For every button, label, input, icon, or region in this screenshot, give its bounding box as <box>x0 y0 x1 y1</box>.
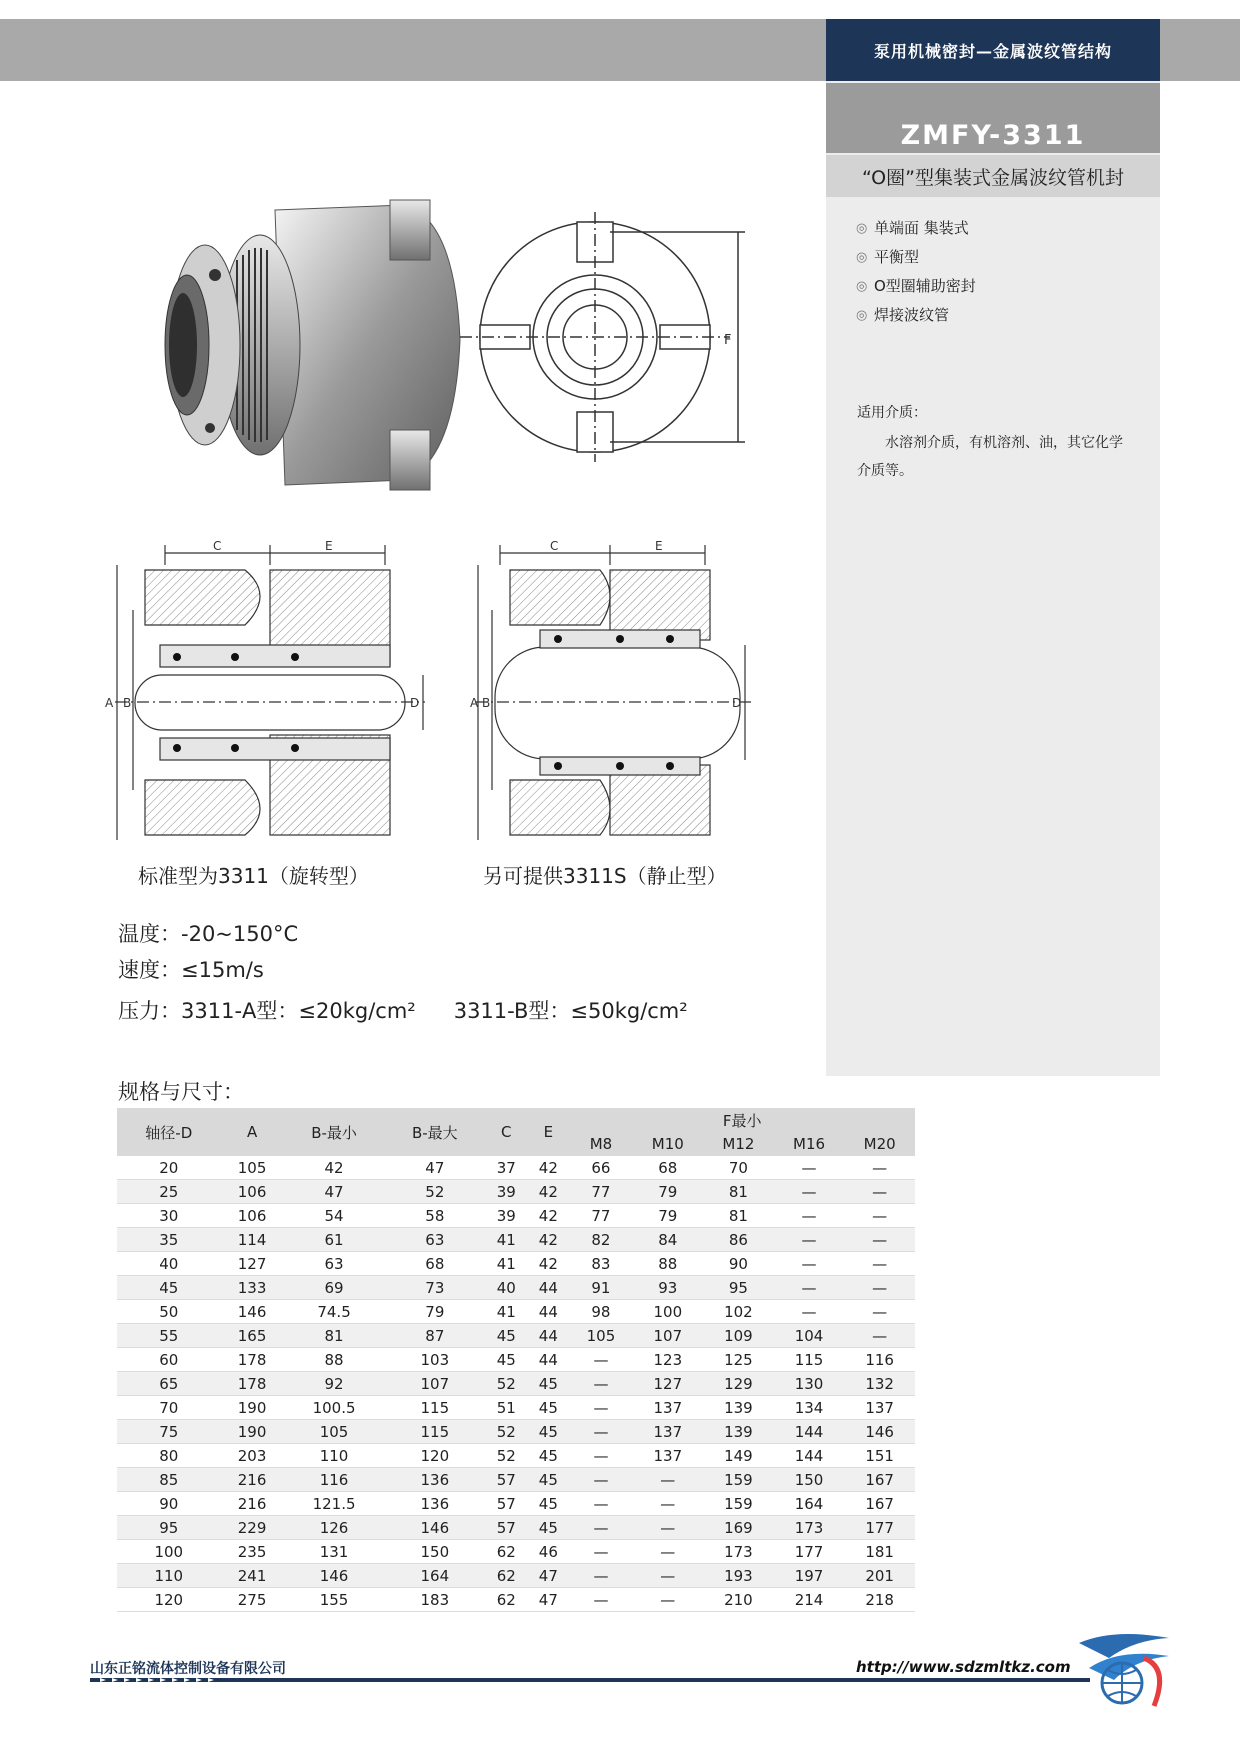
table-cell: 47 <box>527 1564 569 1588</box>
feature-item <box>856 243 976 272</box>
table-cell: 131 <box>284 1540 385 1564</box>
table-cell: — <box>633 1540 704 1564</box>
table-cell: 115 <box>774 1348 845 1372</box>
table-cell: — <box>633 1468 704 1492</box>
dimension-table <box>117 1108 915 1612</box>
table-cell: 40 <box>485 1276 527 1300</box>
table-cell: 159 <box>703 1468 774 1492</box>
table-cell: 70 <box>703 1156 774 1180</box>
table-cell: 164 <box>774 1492 845 1516</box>
circle-bullet-icon: ◎ <box>856 308 868 323</box>
feature-list <box>856 214 976 330</box>
table-cell: 81 <box>284 1324 385 1348</box>
table-cell: 82 <box>569 1228 632 1252</box>
table-cell: 88 <box>633 1252 704 1276</box>
table-cell: 42 <box>527 1204 569 1228</box>
table-cell: — <box>774 1300 845 1324</box>
table-cell: 116 <box>844 1348 915 1372</box>
table-cell: — <box>844 1276 915 1300</box>
table-cell: 216 <box>221 1468 284 1492</box>
feature-item <box>856 272 976 301</box>
table-row <box>117 1348 915 1372</box>
table-cell: 229 <box>221 1516 284 1540</box>
table-cell: 91 <box>569 1276 632 1300</box>
model-name: ZMFY-3311 <box>900 120 1086 151</box>
table-cell: 167 <box>844 1468 915 1492</box>
f-group-header: F最小 <box>569 1108 915 1132</box>
model-box <box>826 83 1160 153</box>
caption-stationary: 另可提供3311S（静止型） <box>483 864 727 888</box>
table-cell: 167 <box>844 1492 915 1516</box>
table-cell: — <box>569 1396 632 1420</box>
table-cell: 110 <box>284 1444 385 1468</box>
table-cell: 139 <box>703 1420 774 1444</box>
table-cell: 137 <box>633 1396 704 1420</box>
table-cell: 106 <box>221 1204 284 1228</box>
table-row <box>117 1180 915 1204</box>
company-logo-icon <box>1074 1628 1174 1708</box>
table-title: 规格与尺寸： <box>118 1080 244 1104</box>
footer-divider <box>90 1675 1090 1685</box>
table-cell: 177 <box>844 1516 915 1540</box>
column-header: 轴径-D <box>117 1108 221 1156</box>
table-cell: 42 <box>284 1156 385 1180</box>
table-row <box>117 1324 915 1348</box>
table-cell: — <box>633 1564 704 1588</box>
pressure-b-value: 3311-B型：≤50kg/cm² <box>453 999 688 1023</box>
table-cell: 45 <box>485 1324 527 1348</box>
table-cell: 181 <box>844 1540 915 1564</box>
table-cell: 137 <box>633 1420 704 1444</box>
table-cell: 57 <box>485 1492 527 1516</box>
table-cell: — <box>569 1516 632 1540</box>
table-row <box>117 1420 915 1444</box>
table-cell: 81 <box>703 1204 774 1228</box>
table-cell: 45 <box>527 1444 569 1468</box>
model-subtitle: “O圈”型集装式金属波纹管机封 <box>826 155 1160 197</box>
table-cell: 62 <box>485 1540 527 1564</box>
table-cell: 105 <box>569 1324 632 1348</box>
table-cell: 197 <box>774 1564 845 1588</box>
f-subheader: M10 <box>633 1132 704 1156</box>
table-cell: — <box>569 1444 632 1468</box>
column-header: B-最小 <box>284 1108 385 1156</box>
table-cell: 155 <box>284 1588 385 1612</box>
table-cell: 105 <box>221 1156 284 1180</box>
table-body <box>117 1156 915 1612</box>
table-cell: 98 <box>569 1300 632 1324</box>
table-cell: 47 <box>384 1156 485 1180</box>
table-cell: 45 <box>527 1492 569 1516</box>
table-cell: 44 <box>527 1324 569 1348</box>
table-cell: 93 <box>633 1276 704 1300</box>
table-cell: 45 <box>527 1396 569 1420</box>
table-cell: — <box>774 1204 845 1228</box>
table-cell: 201 <box>844 1564 915 1588</box>
table-cell: 52 <box>485 1372 527 1396</box>
table-cell: 62 <box>485 1564 527 1588</box>
table-row <box>117 1228 915 1252</box>
media-description: 水溶剂介质，有机溶剂、油，其它化学介质等。 <box>857 435 1123 479</box>
table-cell: 169 <box>703 1516 774 1540</box>
table-row <box>117 1156 915 1180</box>
table-row <box>117 1276 915 1300</box>
table-cell: 150 <box>774 1468 845 1492</box>
table-cell: 77 <box>569 1180 632 1204</box>
table-cell: 136 <box>384 1492 485 1516</box>
dim-label-a: A <box>470 696 479 710</box>
feature-text: 平衡型 <box>874 248 920 266</box>
table-cell: — <box>633 1588 704 1612</box>
table-cell: — <box>774 1180 845 1204</box>
table-cell: 55 <box>117 1324 221 1348</box>
table-cell: 115 <box>384 1396 485 1420</box>
table-cell: 127 <box>221 1252 284 1276</box>
table-cell: 100 <box>117 1540 221 1564</box>
table-cell: 164 <box>384 1564 485 1588</box>
table-cell: — <box>774 1156 845 1180</box>
table-cell: 159 <box>703 1492 774 1516</box>
table-cell: 123 <box>633 1348 704 1372</box>
temperature-label: 温度： <box>118 922 181 946</box>
section-drawing-rotating <box>105 535 435 850</box>
table-cell: — <box>569 1420 632 1444</box>
section-drawing-stationary <box>470 535 760 850</box>
column-header: E <box>527 1108 569 1156</box>
table-cell: — <box>844 1300 915 1324</box>
table-cell: 146 <box>384 1516 485 1540</box>
table-cell: 139 <box>703 1396 774 1420</box>
table-cell: 60 <box>117 1348 221 1372</box>
table-cell: — <box>774 1228 845 1252</box>
dim-label-a: A <box>105 696 114 710</box>
table-cell: 150 <box>384 1540 485 1564</box>
table-cell: 45 <box>527 1516 569 1540</box>
table-cell: 68 <box>384 1252 485 1276</box>
column-header: C <box>485 1108 527 1156</box>
table-cell: 100.5 <box>284 1396 385 1420</box>
table-cell: — <box>569 1540 632 1564</box>
table-cell: 190 <box>221 1396 284 1420</box>
table-cell: — <box>569 1564 632 1588</box>
table-cell: 61 <box>284 1228 385 1252</box>
dim-label-e: E <box>325 539 333 553</box>
table-row <box>117 1468 915 1492</box>
table-cell: 104 <box>774 1324 845 1348</box>
table-cell: — <box>844 1324 915 1348</box>
pressure-spec <box>118 995 688 1025</box>
table-cell: 47 <box>527 1588 569 1612</box>
table-cell: 80 <box>117 1444 221 1468</box>
table-cell: 110 <box>117 1564 221 1588</box>
table-cell: 136 <box>384 1468 485 1492</box>
table-cell: 105 <box>284 1420 385 1444</box>
table-cell: 90 <box>703 1252 774 1276</box>
table-cell: 109 <box>703 1324 774 1348</box>
table-cell: 41 <box>485 1300 527 1324</box>
column-header: B-最大 <box>384 1108 485 1156</box>
table-cell: 54 <box>284 1204 385 1228</box>
company-name: 山东正铭流体控制设备有限公司 <box>90 1661 286 1677</box>
table-cell: 92 <box>284 1372 385 1396</box>
table-row <box>117 1444 915 1468</box>
table-cell: 42 <box>527 1228 569 1252</box>
table-cell: 86 <box>703 1228 774 1252</box>
table-cell: 42 <box>527 1156 569 1180</box>
dim-label-e: E <box>655 539 663 553</box>
table-cell: 125 <box>703 1348 774 1372</box>
table-cell: 35 <box>117 1228 221 1252</box>
f-subheader: M12 <box>703 1132 774 1156</box>
dim-label-f: F <box>724 333 732 348</box>
table-cell: 183 <box>384 1588 485 1612</box>
table-cell: 146 <box>221 1300 284 1324</box>
table-cell: 52 <box>384 1180 485 1204</box>
table-cell: 52 <box>485 1420 527 1444</box>
table-cell: 79 <box>633 1180 704 1204</box>
table-cell: 177 <box>774 1540 845 1564</box>
speed-spec <box>118 954 264 984</box>
table-cell: 25 <box>117 1180 221 1204</box>
table-cell: 45 <box>527 1420 569 1444</box>
table-cell: 44 <box>527 1348 569 1372</box>
table-row <box>117 1252 915 1276</box>
table-cell: — <box>569 1468 632 1492</box>
table-cell: 235 <box>221 1540 284 1564</box>
table-cell: 133 <box>221 1276 284 1300</box>
table-row <box>117 1396 915 1420</box>
table-cell: 121.5 <box>284 1492 385 1516</box>
circle-bullet-icon: ◎ <box>856 250 868 265</box>
table-cell: 120 <box>117 1588 221 1612</box>
table-cell: 75 <box>117 1420 221 1444</box>
temperature-spec <box>118 918 298 948</box>
table-cell: 46 <box>527 1540 569 1564</box>
table-cell: 79 <box>633 1204 704 1228</box>
table-cell: 275 <box>221 1588 284 1612</box>
table-cell: 79 <box>384 1300 485 1324</box>
temperature-value: -20~150°C <box>181 922 299 946</box>
table-row <box>117 1540 915 1564</box>
table-cell: 83 <box>569 1252 632 1276</box>
table-cell: 173 <box>774 1516 845 1540</box>
table-cell: — <box>844 1204 915 1228</box>
table-cell: 216 <box>221 1492 284 1516</box>
table-cell: 77 <box>569 1204 632 1228</box>
table-cell: 144 <box>774 1420 845 1444</box>
product-photo <box>155 190 485 510</box>
table-cell: 41 <box>485 1228 527 1252</box>
table-cell: 144 <box>774 1444 845 1468</box>
table-cell: 126 <box>284 1516 385 1540</box>
table-row <box>117 1516 915 1540</box>
dim-label-d: D <box>732 696 742 710</box>
feature-text: O型圈辅助密封 <box>874 277 976 295</box>
table-cell: 127 <box>633 1372 704 1396</box>
table-row <box>117 1564 915 1588</box>
table-cell: 190 <box>221 1420 284 1444</box>
table-cell: 90 <box>117 1492 221 1516</box>
section-title: 泵用机械密封—金属波纹管结构 <box>826 19 1160 81</box>
table-cell: — <box>844 1228 915 1252</box>
table-cell: 74.5 <box>284 1300 385 1324</box>
table-cell: 116 <box>284 1468 385 1492</box>
table-cell: 120 <box>384 1444 485 1468</box>
pressure-a-value: 3311-A型：≤20kg/cm² <box>181 999 416 1023</box>
table-cell: — <box>569 1492 632 1516</box>
table-cell: 137 <box>633 1444 704 1468</box>
table-cell: — <box>844 1252 915 1276</box>
table-cell: 115 <box>384 1420 485 1444</box>
table-cell: 134 <box>774 1396 845 1420</box>
feature-text: 焊接波纹管 <box>874 306 950 324</box>
table-cell: 214 <box>774 1588 845 1612</box>
table-cell: — <box>633 1492 704 1516</box>
table-cell: 63 <box>384 1228 485 1252</box>
feature-item <box>856 301 976 330</box>
table-cell: — <box>844 1156 915 1180</box>
table-cell: 100 <box>633 1300 704 1324</box>
table-cell: 106 <box>221 1180 284 1204</box>
table-cell: 57 <box>485 1516 527 1540</box>
speed-value: ≤15m/s <box>181 958 264 982</box>
dim-label-b: B <box>482 696 491 710</box>
table-cell: 30 <box>117 1204 221 1228</box>
table-cell: 39 <box>485 1180 527 1204</box>
feature-text: 单端面 集装式 <box>874 219 969 237</box>
table-row <box>117 1492 915 1516</box>
table-cell: 114 <box>221 1228 284 1252</box>
table-cell: 44 <box>527 1276 569 1300</box>
table-cell: — <box>774 1252 845 1276</box>
f-subheader: M20 <box>844 1132 915 1156</box>
table-cell: 57 <box>485 1468 527 1492</box>
table-cell: 165 <box>221 1324 284 1348</box>
table-cell: 95 <box>117 1516 221 1540</box>
table-cell: — <box>633 1516 704 1540</box>
table-cell: 65 <box>117 1372 221 1396</box>
table-cell: 69 <box>284 1276 385 1300</box>
pressure-label: 压力： <box>118 999 181 1023</box>
table-cell: 63 <box>284 1252 385 1276</box>
table-cell: 203 <box>221 1444 284 1468</box>
table-cell: — <box>569 1372 632 1396</box>
table-cell: 151 <box>844 1444 915 1468</box>
table-cell: 45 <box>527 1372 569 1396</box>
dim-label-b: B <box>123 696 132 710</box>
table-row <box>117 1372 915 1396</box>
table-cell: 66 <box>569 1156 632 1180</box>
circle-bullet-icon: ◎ <box>856 221 868 236</box>
dim-label-c: C <box>213 539 222 553</box>
table-cell: 173 <box>703 1540 774 1564</box>
table-cell: 218 <box>844 1588 915 1612</box>
table-cell: 47 <box>284 1180 385 1204</box>
table-cell: 137 <box>844 1396 915 1420</box>
dim-label-d: D <box>410 696 420 710</box>
table-cell: 42 <box>527 1180 569 1204</box>
table-cell: 85 <box>117 1468 221 1492</box>
table-cell: 178 <box>221 1348 284 1372</box>
table-cell: 130 <box>774 1372 845 1396</box>
table-cell: 58 <box>384 1204 485 1228</box>
table-cell: 81 <box>703 1180 774 1204</box>
caption-rotating: 标准型为3311（旋转型） <box>138 864 369 888</box>
table-cell: 41 <box>485 1252 527 1276</box>
table-cell: 20 <box>117 1156 221 1180</box>
table-cell: 37 <box>485 1156 527 1180</box>
website-link[interactable]: http://www.sdzmltkz.com <box>856 1658 1071 1676</box>
f-subheader: M8 <box>569 1132 632 1156</box>
table-cell: 51 <box>485 1396 527 1420</box>
table-cell: 44 <box>527 1300 569 1324</box>
table-cell: 95 <box>703 1276 774 1300</box>
table-cell: 107 <box>633 1324 704 1348</box>
table-cell: 241 <box>221 1564 284 1588</box>
speed-label: 速度： <box>118 958 181 982</box>
table-cell: 88 <box>284 1348 385 1372</box>
table-row <box>117 1300 915 1324</box>
table-cell: 52 <box>485 1444 527 1468</box>
table-cell: — <box>774 1276 845 1300</box>
table-cell: — <box>569 1348 632 1372</box>
f-subheader: M16 <box>774 1132 845 1156</box>
table-cell: 45 <box>117 1276 221 1300</box>
table-cell: 102 <box>703 1300 774 1324</box>
table-cell: 103 <box>384 1348 485 1372</box>
table-cell: 39 <box>485 1204 527 1228</box>
table-cell: 149 <box>703 1444 774 1468</box>
table-cell: 193 <box>703 1564 774 1588</box>
table-cell: 42 <box>527 1252 569 1276</box>
table-cell: 45 <box>485 1348 527 1372</box>
media-label: 适用介质： <box>857 405 927 421</box>
table-cell: 129 <box>703 1372 774 1396</box>
table-cell: 62 <box>485 1588 527 1612</box>
table-cell: 146 <box>284 1564 385 1588</box>
table-cell: 45 <box>527 1468 569 1492</box>
table-cell: 210 <box>703 1588 774 1612</box>
dim-label-c: C <box>550 539 559 553</box>
table-cell: 70 <box>117 1396 221 1420</box>
table-row <box>117 1204 915 1228</box>
table-cell: 132 <box>844 1372 915 1396</box>
table-cell: 146 <box>844 1420 915 1444</box>
table-cell: 87 <box>384 1324 485 1348</box>
end-view-drawing <box>460 212 750 472</box>
table-cell: 50 <box>117 1300 221 1324</box>
table-cell: 107 <box>384 1372 485 1396</box>
table-cell: — <box>569 1588 632 1612</box>
table-cell: 40 <box>117 1252 221 1276</box>
column-header: A <box>221 1108 284 1156</box>
table-cell: — <box>844 1180 915 1204</box>
table-row <box>117 1588 915 1612</box>
table-cell: 73 <box>384 1276 485 1300</box>
table-cell: 68 <box>633 1156 704 1180</box>
feature-item <box>856 214 976 243</box>
table-cell: 178 <box>221 1372 284 1396</box>
table-cell: 84 <box>633 1228 704 1252</box>
circle-bullet-icon: ◎ <box>856 279 868 294</box>
